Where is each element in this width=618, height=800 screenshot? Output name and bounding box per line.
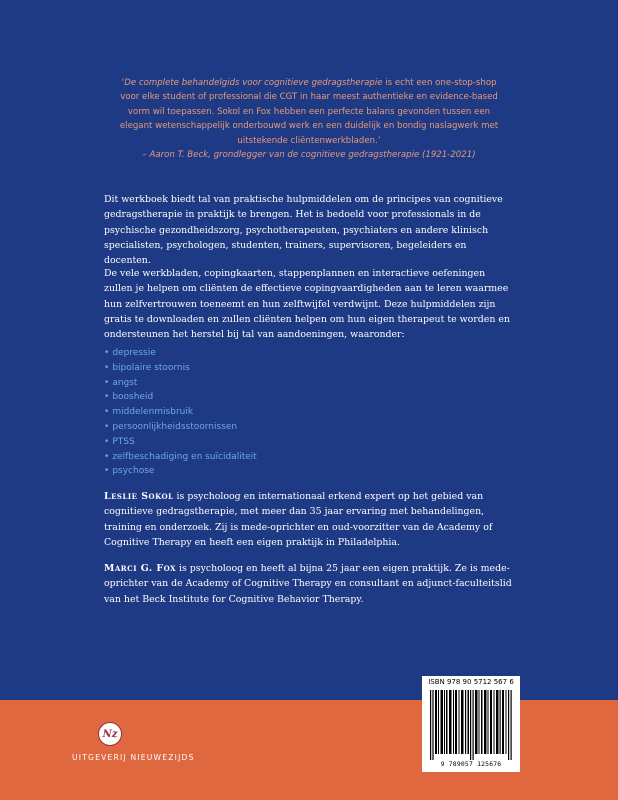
list-item: • boosheid	[104, 390, 257, 405]
list-item: • zelfbeschadiging en suïcidaliteit	[104, 450, 257, 465]
barcode	[422, 676, 520, 772]
list-item: • bipolaire stoornis	[104, 361, 257, 376]
publisher-name: UITGEVERIJ NIEUWEZIJDS	[72, 753, 195, 762]
description-paragraph-2: De vele werkbladen, copingkaarten, stappenplannen en interactieve oefeningen zullen je helpen om cliënten de effectieve copingvaardigheden aan te leren waarmee hun zelfvertrouwen toeneemt en hun zelftwijfel verdwijnt. Deze hulpmiddelen zijn gratis te downloaden en zullen cliënten helpen om hun eigen therapeut te worden en ondersteunen het herstel bij tal van aandoeningen, waaronder:	[104, 268, 510, 341]
quote-body: is echt een one-stop-shop voor elke student of professional die CGT in haar meest authentieke en evidence-based vorm wil toepassen. Sokol en Fox hebben een perfecte balans gevonden tussen een elegant wetenschappelijk onderbouwd werk en een duidelijk en bondig naslagwerk met uitstekende cliëntenwerkbladen.’	[119, 78, 499, 146]
publisher-logo-icon: Nz	[98, 722, 122, 746]
list-item: • persoonlijkheidsstoornissen	[104, 420, 257, 435]
list-item: • middelenmisbruik	[104, 405, 257, 420]
barcode-bars-icon	[430, 690, 512, 760]
author-bio-text: is psycholoog en internationaal erkend expert op het gebied van cognitieve gedragstherapie, met meer dan 35 jaar ervaring met behandelingen, training en onderzoek. Zij is mede-oprichter en oud-voorzitter van de Academy of Cognitive Therapy en heeft een eigen praktijk in Philadelphia.	[104, 491, 493, 548]
list-item: • angst	[104, 376, 257, 391]
endorsement-quote	[112, 76, 506, 162]
quote-attribution: – Aaron T. Beck, grondlegger van de cognitieve gedragstherapie (1921-2021)	[142, 150, 476, 161]
orange-band	[0, 700, 618, 800]
description-paragraph-1: Dit werkboek biedt tal van praktische hulpmiddelen om de principes van cognitieve gedragstherapie in praktijk te brengen. Het is bedoeld voor professionals in de psychische gezondheidszorg, psychotherapeuten, psychiaters en andere klinisch specialisten, psychologen, studenten, trainers, supervisoren, begeleiders en docenten.	[104, 194, 503, 267]
author-name: Marci G. Fox	[104, 563, 176, 574]
isbn-label: ISBN 978 90 5712 567 6	[428, 678, 514, 686]
author-name: Leslie Sokol	[104, 491, 174, 502]
conditions-list	[104, 346, 257, 479]
quote-open-mark: ‘	[121, 78, 125, 88]
author-bio-sokol	[104, 489, 516, 550]
list-item: • depressie	[104, 346, 257, 361]
list-item: • PTSS	[104, 435, 257, 450]
list-item: • psychose	[104, 464, 257, 479]
author-bio-text: is psycholoog en heeft al bijna 25 jaar een eigen praktijk. Ze is mede-oprichter van de Academy of Cognitive Therapy en consultant en adjunct-faculteitslid van het Beck Institute for Cognitive Behavior Therapy.	[104, 563, 512, 605]
author-bio-fox	[104, 561, 516, 607]
quote-book-title: De complete behandelgids voor cognitieve gedragstherapie	[124, 78, 383, 88]
barcode-number: 9 789057 125676	[440, 760, 502, 768]
